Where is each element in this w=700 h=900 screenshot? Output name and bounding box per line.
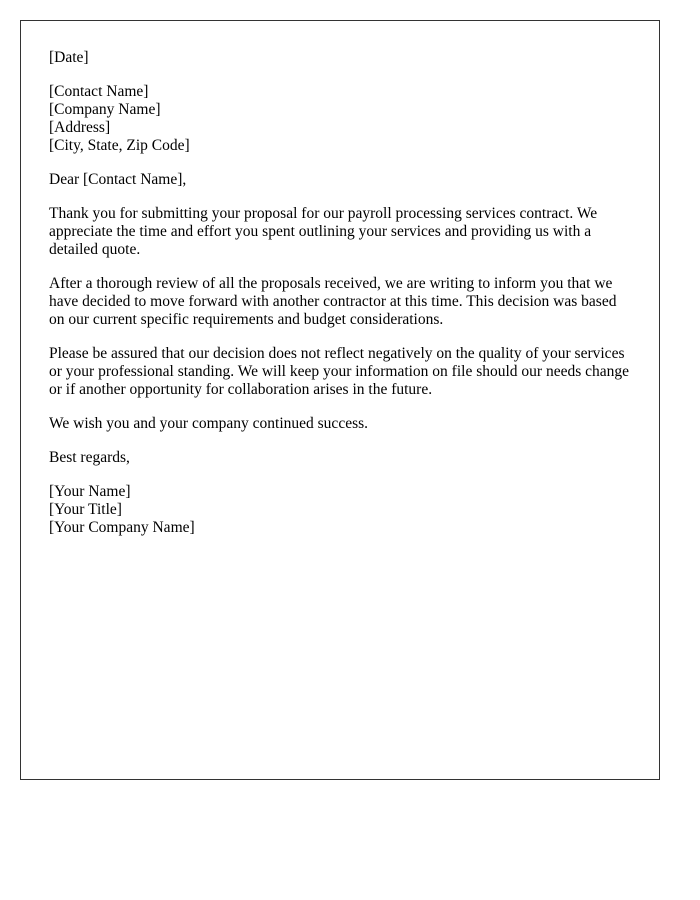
recipient-address-block: [49, 83, 631, 155]
body-paragraph-2: After a thorough review of all the proposals received, we are writing to inform you that we have decided to move forward with another contractor at this time. This decision was based on our current specific requirements and budget considerations.: [49, 275, 617, 328]
signature-company: [Your Company Name]: [49, 519, 195, 536]
signature-title: [Your Title]: [49, 501, 122, 518]
salutation: Dear [Contact Name],: [49, 171, 187, 188]
closing: Best regards,: [49, 449, 130, 466]
recipient-address: [Address]: [49, 119, 111, 136]
date-block: [49, 49, 631, 67]
signature-block: [49, 483, 631, 537]
signature-name: [Your Name]: [49, 483, 131, 500]
body-paragraph-4: We wish you and your company continued success.: [49, 415, 369, 432]
recipient-contact-name: [Contact Name]: [49, 83, 149, 100]
letter-date: [Date]: [49, 49, 89, 66]
letter-page: [20, 20, 660, 780]
recipient-company-name: [Company Name]: [49, 101, 161, 118]
body-paragraph-3: Please be assured that our decision does not reflect negatively on the quality of your services or your professional standing. We will keep your information on file should our needs change or if another opportunity for collaboration arises in the future.: [49, 345, 630, 398]
body-paragraph-1: Thank you for submitting your proposal for our payroll processing services contract. We appreciate the time and effort you spent outlining your services and providing us with a detailed quote.: [49, 205, 598, 258]
recipient-city-state-zip: [City, State, Zip Code]: [49, 137, 190, 154]
